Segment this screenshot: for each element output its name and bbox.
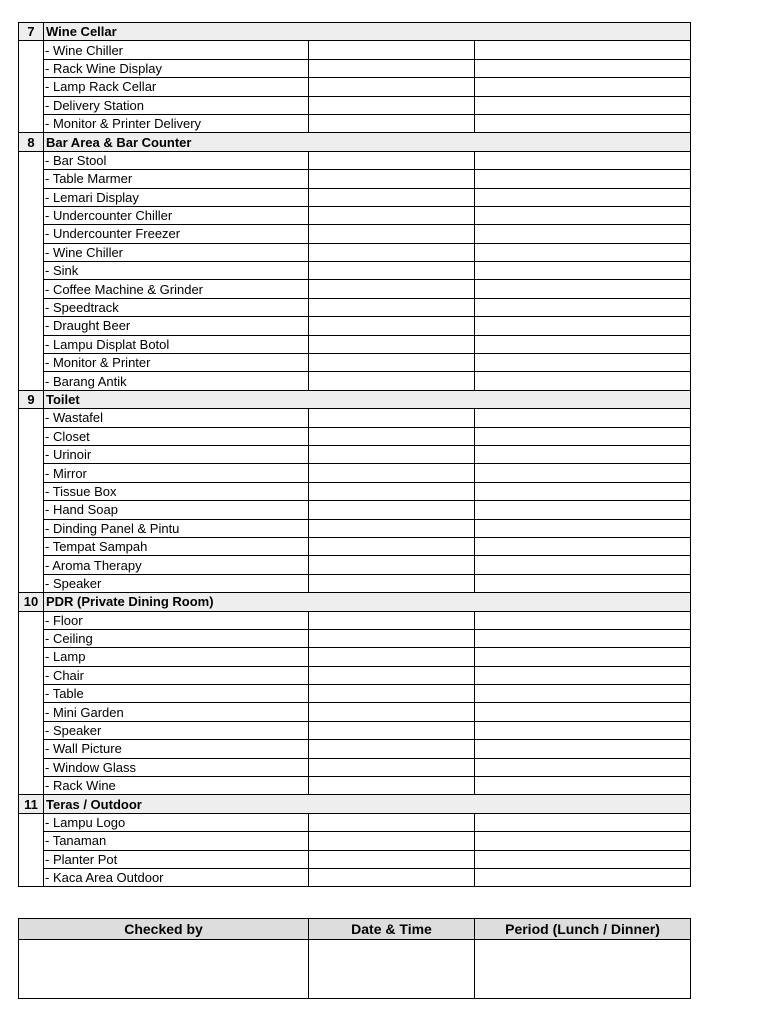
- item-check-cell-1[interactable]: [309, 335, 475, 353]
- number-spacer: [19, 59, 44, 77]
- item-label: - Kaca Area Outdoor: [44, 868, 309, 886]
- number-spacer: [19, 703, 44, 721]
- item-check-cell-1[interactable]: [309, 409, 475, 427]
- item-check-cell-1[interactable]: [309, 372, 475, 390]
- number-spacer: [19, 832, 44, 850]
- item-check-cell-1[interactable]: [309, 298, 475, 316]
- section-number: 8: [19, 133, 44, 151]
- item-check-cell-2[interactable]: [475, 740, 691, 758]
- checklist-item-row: [19, 685, 691, 703]
- item-check-cell-1[interactable]: [309, 740, 475, 758]
- item-label: - Closet: [44, 427, 309, 445]
- checklist-item-row: [19, 574, 691, 592]
- item-label: - Monitor & Printer: [44, 354, 309, 372]
- checklist-item-row: [19, 611, 691, 629]
- item-check-cell-2[interactable]: [475, 648, 691, 666]
- item-label: - Wine Chiller: [44, 243, 309, 261]
- item-label: - Speedtrack: [44, 298, 309, 316]
- item-label: - Undercounter Freezer: [44, 225, 309, 243]
- section-number: 7: [19, 23, 44, 41]
- item-check-cell-1[interactable]: [309, 317, 475, 335]
- number-spacer: [19, 409, 44, 427]
- item-check-cell-1[interactable]: [309, 78, 475, 96]
- item-label: - Lamp: [44, 648, 309, 666]
- item-check-cell-2[interactable]: [475, 537, 691, 555]
- checklist-item-row: [19, 445, 691, 463]
- item-check-cell-2[interactable]: [475, 206, 691, 224]
- item-label: - Wall Picture: [44, 740, 309, 758]
- section-header-row: [19, 23, 691, 41]
- item-label: - Chair: [44, 666, 309, 684]
- item-check-cell-2[interactable]: [475, 225, 691, 243]
- item-check-cell-2[interactable]: [475, 832, 691, 850]
- section-title: Toilet: [44, 390, 691, 408]
- item-label: - Sink: [44, 262, 309, 280]
- checklist-item-row: [19, 850, 691, 868]
- item-check-cell-1[interactable]: [309, 537, 475, 555]
- item-check-cell-2[interactable]: [475, 629, 691, 647]
- item-label: - Tissue Box: [44, 482, 309, 500]
- item-check-cell-2[interactable]: [475, 868, 691, 886]
- item-check-cell-2[interactable]: [475, 501, 691, 519]
- item-check-cell-2[interactable]: [475, 758, 691, 776]
- item-check-cell-1[interactable]: [309, 188, 475, 206]
- item-check-cell-2[interactable]: [475, 298, 691, 316]
- checklist-item-row: [19, 170, 691, 188]
- checklist-item-row: [19, 354, 691, 372]
- checklist-item-row: [19, 740, 691, 758]
- item-label: - Undercounter Chiller: [44, 206, 309, 224]
- item-label: - Urinoir: [44, 445, 309, 463]
- period-header: Period (Lunch / Dinner): [475, 919, 691, 940]
- checklist-item-row: [19, 813, 691, 831]
- item-check-cell-2[interactable]: [475, 482, 691, 500]
- section-number: 11: [19, 795, 44, 813]
- number-spacer: [19, 354, 44, 372]
- section-title: PDR (Private Dining Room): [44, 593, 691, 611]
- item-check-cell-2[interactable]: [475, 685, 691, 703]
- item-check-cell-1[interactable]: [309, 611, 475, 629]
- number-spacer: [19, 41, 44, 59]
- section-number: 10: [19, 593, 44, 611]
- item-label: - Table: [44, 685, 309, 703]
- number-spacer: [19, 170, 44, 188]
- number-spacer: [19, 850, 44, 868]
- item-label: - Draught Beer: [44, 317, 309, 335]
- section-number: 9: [19, 390, 44, 408]
- item-check-cell-2[interactable]: [475, 372, 691, 390]
- item-check-cell-2[interactable]: [475, 335, 691, 353]
- item-label: - Tempat Sampah: [44, 537, 309, 555]
- number-spacer: [19, 777, 44, 795]
- item-check-cell-2[interactable]: [475, 666, 691, 684]
- item-check-cell-2[interactable]: [475, 427, 691, 445]
- item-check-cell-2[interactable]: [475, 519, 691, 537]
- item-check-cell-1[interactable]: [309, 685, 475, 703]
- checklist-item-row: [19, 335, 691, 353]
- checklist-item-row: [19, 703, 691, 721]
- checked-by-cell[interactable]: [19, 940, 309, 999]
- item-check-cell-1[interactable]: [309, 96, 475, 114]
- number-spacer: [19, 225, 44, 243]
- item-label: - Rack Wine: [44, 777, 309, 795]
- number-spacer: [19, 758, 44, 776]
- checklist-item-row: [19, 317, 691, 335]
- checklist-item-row: [19, 206, 691, 224]
- checklist-item-row: [19, 298, 691, 316]
- item-check-cell-1[interactable]: [309, 703, 475, 721]
- item-check-cell-2[interactable]: [475, 262, 691, 280]
- date-time-header: Date & Time: [309, 919, 475, 940]
- checklist-item-row: [19, 519, 691, 537]
- checklist-item-row: [19, 721, 691, 739]
- item-label: - Aroma Therapy: [44, 556, 309, 574]
- checklist-item-row: [19, 41, 691, 59]
- item-check-cell-1[interactable]: [309, 758, 475, 776]
- item-check-cell-1[interactable]: [309, 777, 475, 795]
- checklist-item-row: [19, 243, 691, 261]
- item-check-cell-2[interactable]: [475, 41, 691, 59]
- item-label: - Hand Soap: [44, 501, 309, 519]
- number-spacer: [19, 556, 44, 574]
- item-check-cell-1[interactable]: [309, 574, 475, 592]
- item-check-cell-2[interactable]: [475, 464, 691, 482]
- item-check-cell-2[interactable]: [475, 188, 691, 206]
- number-spacer: [19, 482, 44, 500]
- item-label: - Ceiling: [44, 629, 309, 647]
- checklist-item-row: [19, 96, 691, 114]
- checklist-item-row: [19, 832, 691, 850]
- checklist-item-row: [19, 280, 691, 298]
- item-check-cell-1[interactable]: [309, 482, 475, 500]
- checklist-item-row: [19, 409, 691, 427]
- item-check-cell-1[interactable]: [309, 629, 475, 647]
- item-label: - Monitor & Printer Delivery: [44, 114, 309, 132]
- number-spacer: [19, 574, 44, 592]
- item-label: - Lampu Displat Botol: [44, 335, 309, 353]
- item-label: - Mirror: [44, 464, 309, 482]
- checklist-item-row: [19, 225, 691, 243]
- item-label: - Bar Stool: [44, 151, 309, 169]
- number-spacer: [19, 151, 44, 169]
- checklist-item-row: [19, 188, 691, 206]
- number-spacer: [19, 96, 44, 114]
- checklist-item-row: [19, 666, 691, 684]
- number-spacer: [19, 740, 44, 758]
- number-spacer: [19, 629, 44, 647]
- item-label: - Tanaman: [44, 832, 309, 850]
- item-check-cell-2[interactable]: [475, 409, 691, 427]
- item-check-cell-1[interactable]: [309, 813, 475, 831]
- item-check-cell-1[interactable]: [309, 445, 475, 463]
- checklist-item-row: [19, 114, 691, 132]
- section-title: Wine Cellar: [44, 23, 691, 41]
- checklist-item-row: [19, 556, 691, 574]
- checklist-item-row: [19, 777, 691, 795]
- section-header-row: [19, 593, 691, 611]
- item-label: - Wastafel: [44, 409, 309, 427]
- item-check-cell-1[interactable]: [309, 206, 475, 224]
- item-label: - Mini Garden: [44, 703, 309, 721]
- item-label: - Coffee Machine & Grinder: [44, 280, 309, 298]
- checklist-item-row: [19, 262, 691, 280]
- item-check-cell-1[interactable]: [309, 832, 475, 850]
- item-check-cell-1[interactable]: [309, 501, 475, 519]
- number-spacer: [19, 298, 44, 316]
- signoff-table: [18, 918, 691, 999]
- checklist-item-row: [19, 427, 691, 445]
- item-check-cell-1[interactable]: [309, 59, 475, 77]
- item-check-cell-2[interactable]: [475, 777, 691, 795]
- item-check-cell-1[interactable]: [309, 868, 475, 886]
- item-check-cell-2[interactable]: [475, 317, 691, 335]
- period-cell[interactable]: [475, 940, 691, 999]
- item-check-cell-1[interactable]: [309, 519, 475, 537]
- item-label: - Wine Chiller: [44, 41, 309, 59]
- number-spacer: [19, 114, 44, 132]
- item-check-cell-1[interactable]: [309, 648, 475, 666]
- item-check-cell-1[interactable]: [309, 151, 475, 169]
- item-check-cell-1[interactable]: [309, 114, 475, 132]
- item-check-cell-1[interactable]: [309, 556, 475, 574]
- number-spacer: [19, 611, 44, 629]
- number-spacer: [19, 445, 44, 463]
- item-label: - Floor: [44, 611, 309, 629]
- item-check-cell-2[interactable]: [475, 114, 691, 132]
- checklist-item-row: [19, 868, 691, 886]
- item-check-cell-2[interactable]: [475, 813, 691, 831]
- item-label: - Lampu Logo: [44, 813, 309, 831]
- checklist-item-row: [19, 59, 691, 77]
- number-spacer: [19, 519, 44, 537]
- signoff-input-row: [19, 940, 691, 999]
- item-check-cell-2[interactable]: [475, 96, 691, 114]
- item-check-cell-2[interactable]: [475, 445, 691, 463]
- item-label: - Rack Wine Display: [44, 59, 309, 77]
- checklist-item-row: [19, 464, 691, 482]
- number-spacer: [19, 188, 44, 206]
- item-label: - Planter Pot: [44, 850, 309, 868]
- item-check-cell-2[interactable]: [475, 556, 691, 574]
- date-time-cell[interactable]: [309, 940, 475, 999]
- item-label: - Table Marmer: [44, 170, 309, 188]
- item-check-cell-2[interactable]: [475, 170, 691, 188]
- item-check-cell-2[interactable]: [475, 280, 691, 298]
- item-label: - Delivery Station: [44, 96, 309, 114]
- item-label: - Dinding Panel & Pintu: [44, 519, 309, 537]
- item-check-cell-1[interactable]: [309, 464, 475, 482]
- item-check-cell-1[interactable]: [309, 243, 475, 261]
- checklist-item-row: [19, 758, 691, 776]
- item-label: - Window Glass: [44, 758, 309, 776]
- item-check-cell-1[interactable]: [309, 427, 475, 445]
- item-check-cell-1[interactable]: [309, 225, 475, 243]
- item-check-cell-1[interactable]: [309, 850, 475, 868]
- checklist-item-row: [19, 648, 691, 666]
- checklist-table: [18, 22, 691, 887]
- item-check-cell-2[interactable]: [475, 78, 691, 96]
- checklist-item-row: [19, 151, 691, 169]
- checklist-item-row: [19, 537, 691, 555]
- number-spacer: [19, 685, 44, 703]
- item-check-cell-2[interactable]: [475, 703, 691, 721]
- checklist-item-row: [19, 501, 691, 519]
- item-check-cell-2[interactable]: [475, 354, 691, 372]
- checklist-body: [19, 23, 691, 887]
- item-label: - Lemari Display: [44, 188, 309, 206]
- item-check-cell-1[interactable]: [309, 666, 475, 684]
- number-spacer: [19, 537, 44, 555]
- checklist-item-row: [19, 78, 691, 96]
- number-spacer: [19, 78, 44, 96]
- item-label: - Barang Antik: [44, 372, 309, 390]
- checklist-item-row: [19, 629, 691, 647]
- number-spacer: [19, 464, 44, 482]
- number-spacer: [19, 427, 44, 445]
- item-check-cell-2[interactable]: [475, 850, 691, 868]
- number-spacer: [19, 280, 44, 298]
- checklist-item-row: [19, 482, 691, 500]
- number-spacer: [19, 317, 44, 335]
- number-spacer: [19, 721, 44, 739]
- number-spacer: [19, 813, 44, 831]
- number-spacer: [19, 262, 44, 280]
- item-check-cell-1[interactable]: [309, 41, 475, 59]
- item-check-cell-2[interactable]: [475, 59, 691, 77]
- number-spacer: [19, 666, 44, 684]
- number-spacer: [19, 372, 44, 390]
- number-spacer: [19, 243, 44, 261]
- section-title: Bar Area & Bar Counter: [44, 133, 691, 151]
- section-header-row: [19, 390, 691, 408]
- section-title: Teras / Outdoor: [44, 795, 691, 813]
- checklist-item-row: [19, 372, 691, 390]
- item-check-cell-2[interactable]: [475, 574, 691, 592]
- section-header-row: [19, 795, 691, 813]
- number-spacer: [19, 868, 44, 886]
- checked-by-header: Checked by: [19, 919, 309, 940]
- item-check-cell-1[interactable]: [309, 280, 475, 298]
- number-spacer: [19, 648, 44, 666]
- section-header-row: [19, 133, 691, 151]
- item-check-cell-1[interactable]: [309, 262, 475, 280]
- item-check-cell-1[interactable]: [309, 721, 475, 739]
- item-check-cell-1[interactable]: [309, 354, 475, 372]
- item-check-cell-2[interactable]: [475, 243, 691, 261]
- item-label: - Speaker: [44, 574, 309, 592]
- number-spacer: [19, 335, 44, 353]
- item-check-cell-1[interactable]: [309, 170, 475, 188]
- item-check-cell-2[interactable]: [475, 721, 691, 739]
- item-check-cell-2[interactable]: [475, 151, 691, 169]
- number-spacer: [19, 501, 44, 519]
- item-label: - Lamp Rack Cellar: [44, 78, 309, 96]
- item-check-cell-2[interactable]: [475, 611, 691, 629]
- item-label: - Speaker: [44, 721, 309, 739]
- signoff-header-row: [19, 919, 691, 940]
- number-spacer: [19, 206, 44, 224]
